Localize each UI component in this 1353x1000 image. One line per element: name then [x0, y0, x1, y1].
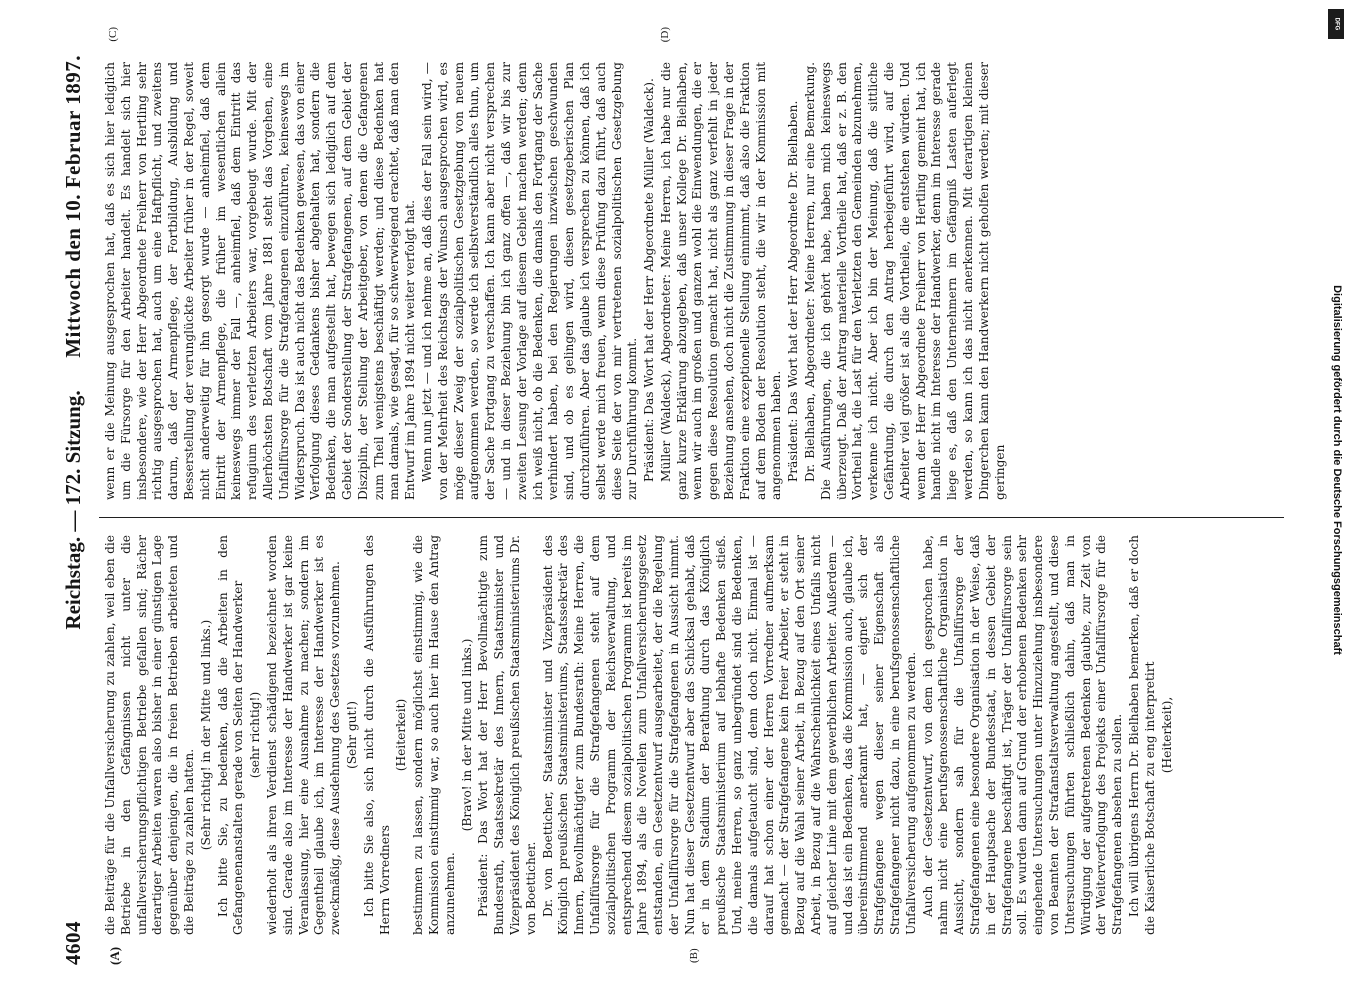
right-column [103, 62, 1283, 500]
interjection: (Sehr richtig! in der Mitte und links.) [198, 619, 213, 851]
paragraph: bestimmen zu lassen, sondern möglichst einstimmig, wie die Kommission einstimmig war, so auch hier im Hause den Antrag anzunehmen. [411, 535, 457, 935]
president-statement: Präsident: Das Wort hat der Herr Abgeordnete Dr. Bielhaben. [786, 100, 801, 482]
session-date: Mittwoch den 10. Februar 1897. [61, 55, 85, 358]
digitization-watermark [1327, 0, 1347, 1000]
interjection: (sehr richtig!) [248, 691, 263, 779]
column-divider [99, 517, 1284, 518]
speech-mueller: Müller (Waldeck), Abgeordneter: Meine Herren, ich habe nur die ganz kurze Erklärung abzugeben, daß unser Kollege Dr. Bielhaben, wenn wir auch im großen und ganzen wohl die Einwendungen, die er gegen diese Resolution gemacht hat, nicht als ganz verfehlt in jeder Beziehung ansehen, doch nicht die Zustimmung in dieser Frage in der Fraktion eine exzeptionelle Stellung einnimmt, daß also die Fraktion auf dem Boden der Resolution steht, die wir in der Kommission mit angenommen haben. [658, 62, 784, 500]
interjection: (Heiterkeit) [394, 698, 409, 772]
page-header [55, 55, 103, 965]
interjection: (Sehr gut!) [344, 700, 359, 770]
rotated-page [55, 27, 1290, 965]
page-number: 4604 [61, 921, 85, 965]
paragraph: wiederholt als ihren Verdienst schädigend bezeichnet worden sind. Gerade also im Interesse der Handwerker ist gar keine Veranlassung, hier eine Ausnahme zu machen; sondern im Gegentheil glaube ich, im Interesse der Handwerker ist es zweckmäßig, diese Ausdehnung des Gesetzes vorzunehmen. [264, 535, 343, 935]
president-statement: Präsident: Das Wort hat der Herr Bevollmächtigte zum Bundesrath, Staatssekretär des Innern, Staatsminister und Vizepräsident des Königlich preußischen Staatsministeriums Dr. von Boetticher. [476, 535, 538, 935]
watermark-text: Digitalisierung gefördert durch die Deutsche Forschungsgemeinschaft [1331, 285, 1343, 655]
paragraph: die Beiträge für die Unfallversicherung zu zahlen, weil eben die Betriebe in den Gefängnissen nicht unter die unfallversicherungspflichtigen Betriebe gefallen sind; Rächer derartiger Arbeiten waren also bisher in einer günstigen Lage gegenüber denjenigen, die in freien Betrieben arbeiteten und die Beiträge zu zahlen hatten. [103, 535, 196, 935]
newspaper-page [55, 27, 1290, 965]
margin-marker-b: (B) [688, 948, 700, 963]
margin-marker-a: (A) [107, 946, 122, 965]
president-statement: Präsident: Das Wort hat der Herr Abgeordnete Müller (Waldeck). [642, 78, 657, 482]
paragraph: Ich bitte Sie, zu bedenken, daß die Arbeiten in den Gefangenenanstalten gerade von Seiten der Handwerker [215, 535, 246, 935]
interjection: (Heiterkeit), [1159, 696, 1174, 774]
interjection: (Bravo! in der Mitte und links.) [459, 638, 474, 832]
dfg-logo: DFG [1328, 9, 1344, 39]
paragraph: Ich bitte Sie also, sich nicht durch die Ausführungen des Herrn Vorredners [361, 535, 392, 935]
paragraph: Ich will übrigens Herrn Dr. Bielhaben bemerken, daß er doch die Kaiserliche Botschaft zu eng interpretirt [1127, 535, 1157, 935]
speech-bielhaben: Dr. Bielhaben, Abgeordneter: Meine Herren, nur eine Bemerkung. Die Ausführungen, die ich gehört habe, haben mich keineswegs überzeugt. Daß der Antrag materielle Vortheile hat, daß er z. B. den Vortheil hat, die Last für den Verletzten den Gemeinden abzunehmen, verkenne ich nicht. Aber ich bin der Meinung, daß die sittliche Gefährdung, die durch den Antrag herbeigeführt wird, auf die Arbeiter viel größer ist als die Vortheile, die entstehen würden. Und wenn der Herr Abgeordnete Freiherr von Hertling gemeint hat, ich handle nicht im Interesse der Handwerker, denn im Interesse gerade liege es, daß den Unternehmern im Gefängniß Lasten auferlegt werden, so kann ich das nicht anerkennen. Mit derartigen kleinen Dingerchen kann den Handwerkern nicht geholfen werden; mit dieser geringen [803, 62, 1007, 500]
session-title: Reichstag. — 172. Sitzung. [61, 390, 85, 630]
paragraph: Auch der Gesetzentwurf, von dem ich gesprochen habe, nahm nicht eine berufsgenossenschaftliche Organisation in Aussicht, sondern sah für die Unfallfürsorge der Strafgefangenen eine besondere Organisation in der Weise, daß in der Hauptsache der Bundesstaat, in dessen Gebiet der Strafgefangene beschäftigt ist, Träger der Unfallfürsorge sein soll. Es wurden dann auf Grund der erhobenen Bedenken sehr eingehende Untersuchungen unter Hinzuziehung insbesondere von Beamten der Strafanstaltsverwaltung angestellt, und diese Untersuchungen führten schließlich dahin, daß man in Würdigung der aufgetretenen Bedenken glaubte, zur Zeit von der Weiterverfolgung des Projekts einer Unfallfürsorge für die Strafgefangenen absehen zu sollen. [920, 535, 1125, 935]
left-column [103, 535, 1283, 935]
paragraph: Wenn nun jetzt — und ich nehme an, daß dies der Fall sein wird, — von der Mehrheit des Reichstags der Wunsch ausgesprochen wird, es möge dieser Zweig der sozialpolitischen Gesetzgebung von neuem aufgenommen werden, so werde ich selbstverständlich alles thun, um der Sache Fortgang zu verschaffen. Ich kann aber nicht versprechen — und in dieser Beziehung bin ich ganz offen —, daß wir bis zur zweiten Lesung der Vorlage auf diesem Gebiet machen werden; denn ich weiß nicht, ob die Bedenken, die damals den Fortgang der Sache verhindert haben, bei den Regierungen inzwischen geschwunden sind, und ob es gelingen wird, diesen gesetzgeberischen Plan durchzuführen. Aber das glaube ich versprechen zu können, daß ich selbst werde mich freuen, wenn diese Prüfung dazu führt, daß auch diese Seite der von mir vertretenen sozialpolitischen Gesetzgebung zur Durchführung kommt. [419, 62, 640, 500]
paragraph: wenn er die Meinung ausgesprochen hat, daß es sich hier lediglich um die Fürsorge für den Arbeiter handelt. Es handelt sich hier insbesondere, wie der Herr Abgeordnete Freiherr von Hertling sehr richtig ausgesprochen hat, auch um eine Haftpflicht, und zweitens darum, daß der Armenpflege, der Fortbildung, Ausbildung und Besserstellung der verunglückte Arbeiter früher in der Regel, soweit nicht anderweitig für ihn gesorgt wurde — anheimfiel, daß dem Eintritt der Armenpflege, die früher im wesentlichen allein keineswegs immer der Fall —, anheimfiel, daß dem Eintritt das refugium des verletzten Arbeiters war, vorgebeugt wurde. Mit der Allerhöchsten Botschaft vom Jahre 1881 steht das Vorgehen, eine Unfallfürsorge für die Strafgefangenen einzuführen, keineswegs im Widerspruch. Das ist auch nicht das Bedenken gewesen, das von einer Verfolgung dieses Gedankens bisher abgehalten hat, sondern die Bedenken, die man aufgestellt hat, bewegen sich lediglich auf dem Gebiet der Sonderstellung der Strafgefangenen, auf dem Gebiet der Disziplin, der Stellung der Arbeitgeber, von denen die Gefangenen zum Theil wenigstens beschäftigt werden; und diese Bedenken hat man damals, wie gesagt, für so schwerwiegend erachtet, daß man den Entwurf im Jahre 1894 nicht weiter verfolgt hat. [103, 62, 418, 500]
margin-marker-d: (D) [659, 27, 671, 43]
speech-von-boetticher: Dr. von Boetticher, Staatsminister und Vizepräsident des Königlich preußischen Staatsministeriums, Staatssekretär des Innern, Bevollmächtigter zum Bundesrath: Meine Herren, die Unfallfürsorge für die Strafgefangenen steht auf dem sozialpolitischen Programm der Reichsverwaltung, und entsprechend diesem sozialpolitischen Programm ist bereits im Jahre 1894, als die Novellen zum Unfallversicherungsgesetz entstanden, ein Gesetzentwurf ausgearbeitet, der die Regelung der Unfallfürsorge für die Strafgefangenen in Aussicht nimmt. Nun hat dieser Gesetzentwurf aber das Schicksal gehabt, daß er in dem Stadium der Berathung durch das Königlich preußische Staatsministerium auf lebhafte Bedenken stieß. Und, meine Herren, so ganz unbegründet sind die Bedenken, die damals aufgetaucht sind, denn doch nicht. Einmal ist — darauf hat schon einer der Herren Vorredner aufmerksam gemacht — der Strafgefangene kein freier Arbeiter, er steht in Bezug auf die Wahl seiner Arbeit, in Bezug auf den Ort seiner Arbeit, in Bezug auf die Wahrscheinlichkeit eines Unfalls nicht auf gleicher Linie mit dem gewerblichen Arbeiter. Außerdem — und das ist ein Bedenken, das die Kommission auch, glaube ich, übereinstimmend anerkannt hat, — eignet sich der Strafgefangene wegen dieser seiner Eigenschaft als Strafgefangener nicht dazu, in eine berufsgenossenschaftliche Unfallversicherung aufgenommen zu werden. [540, 535, 918, 935]
margin-marker-c: (C) [107, 27, 119, 42]
